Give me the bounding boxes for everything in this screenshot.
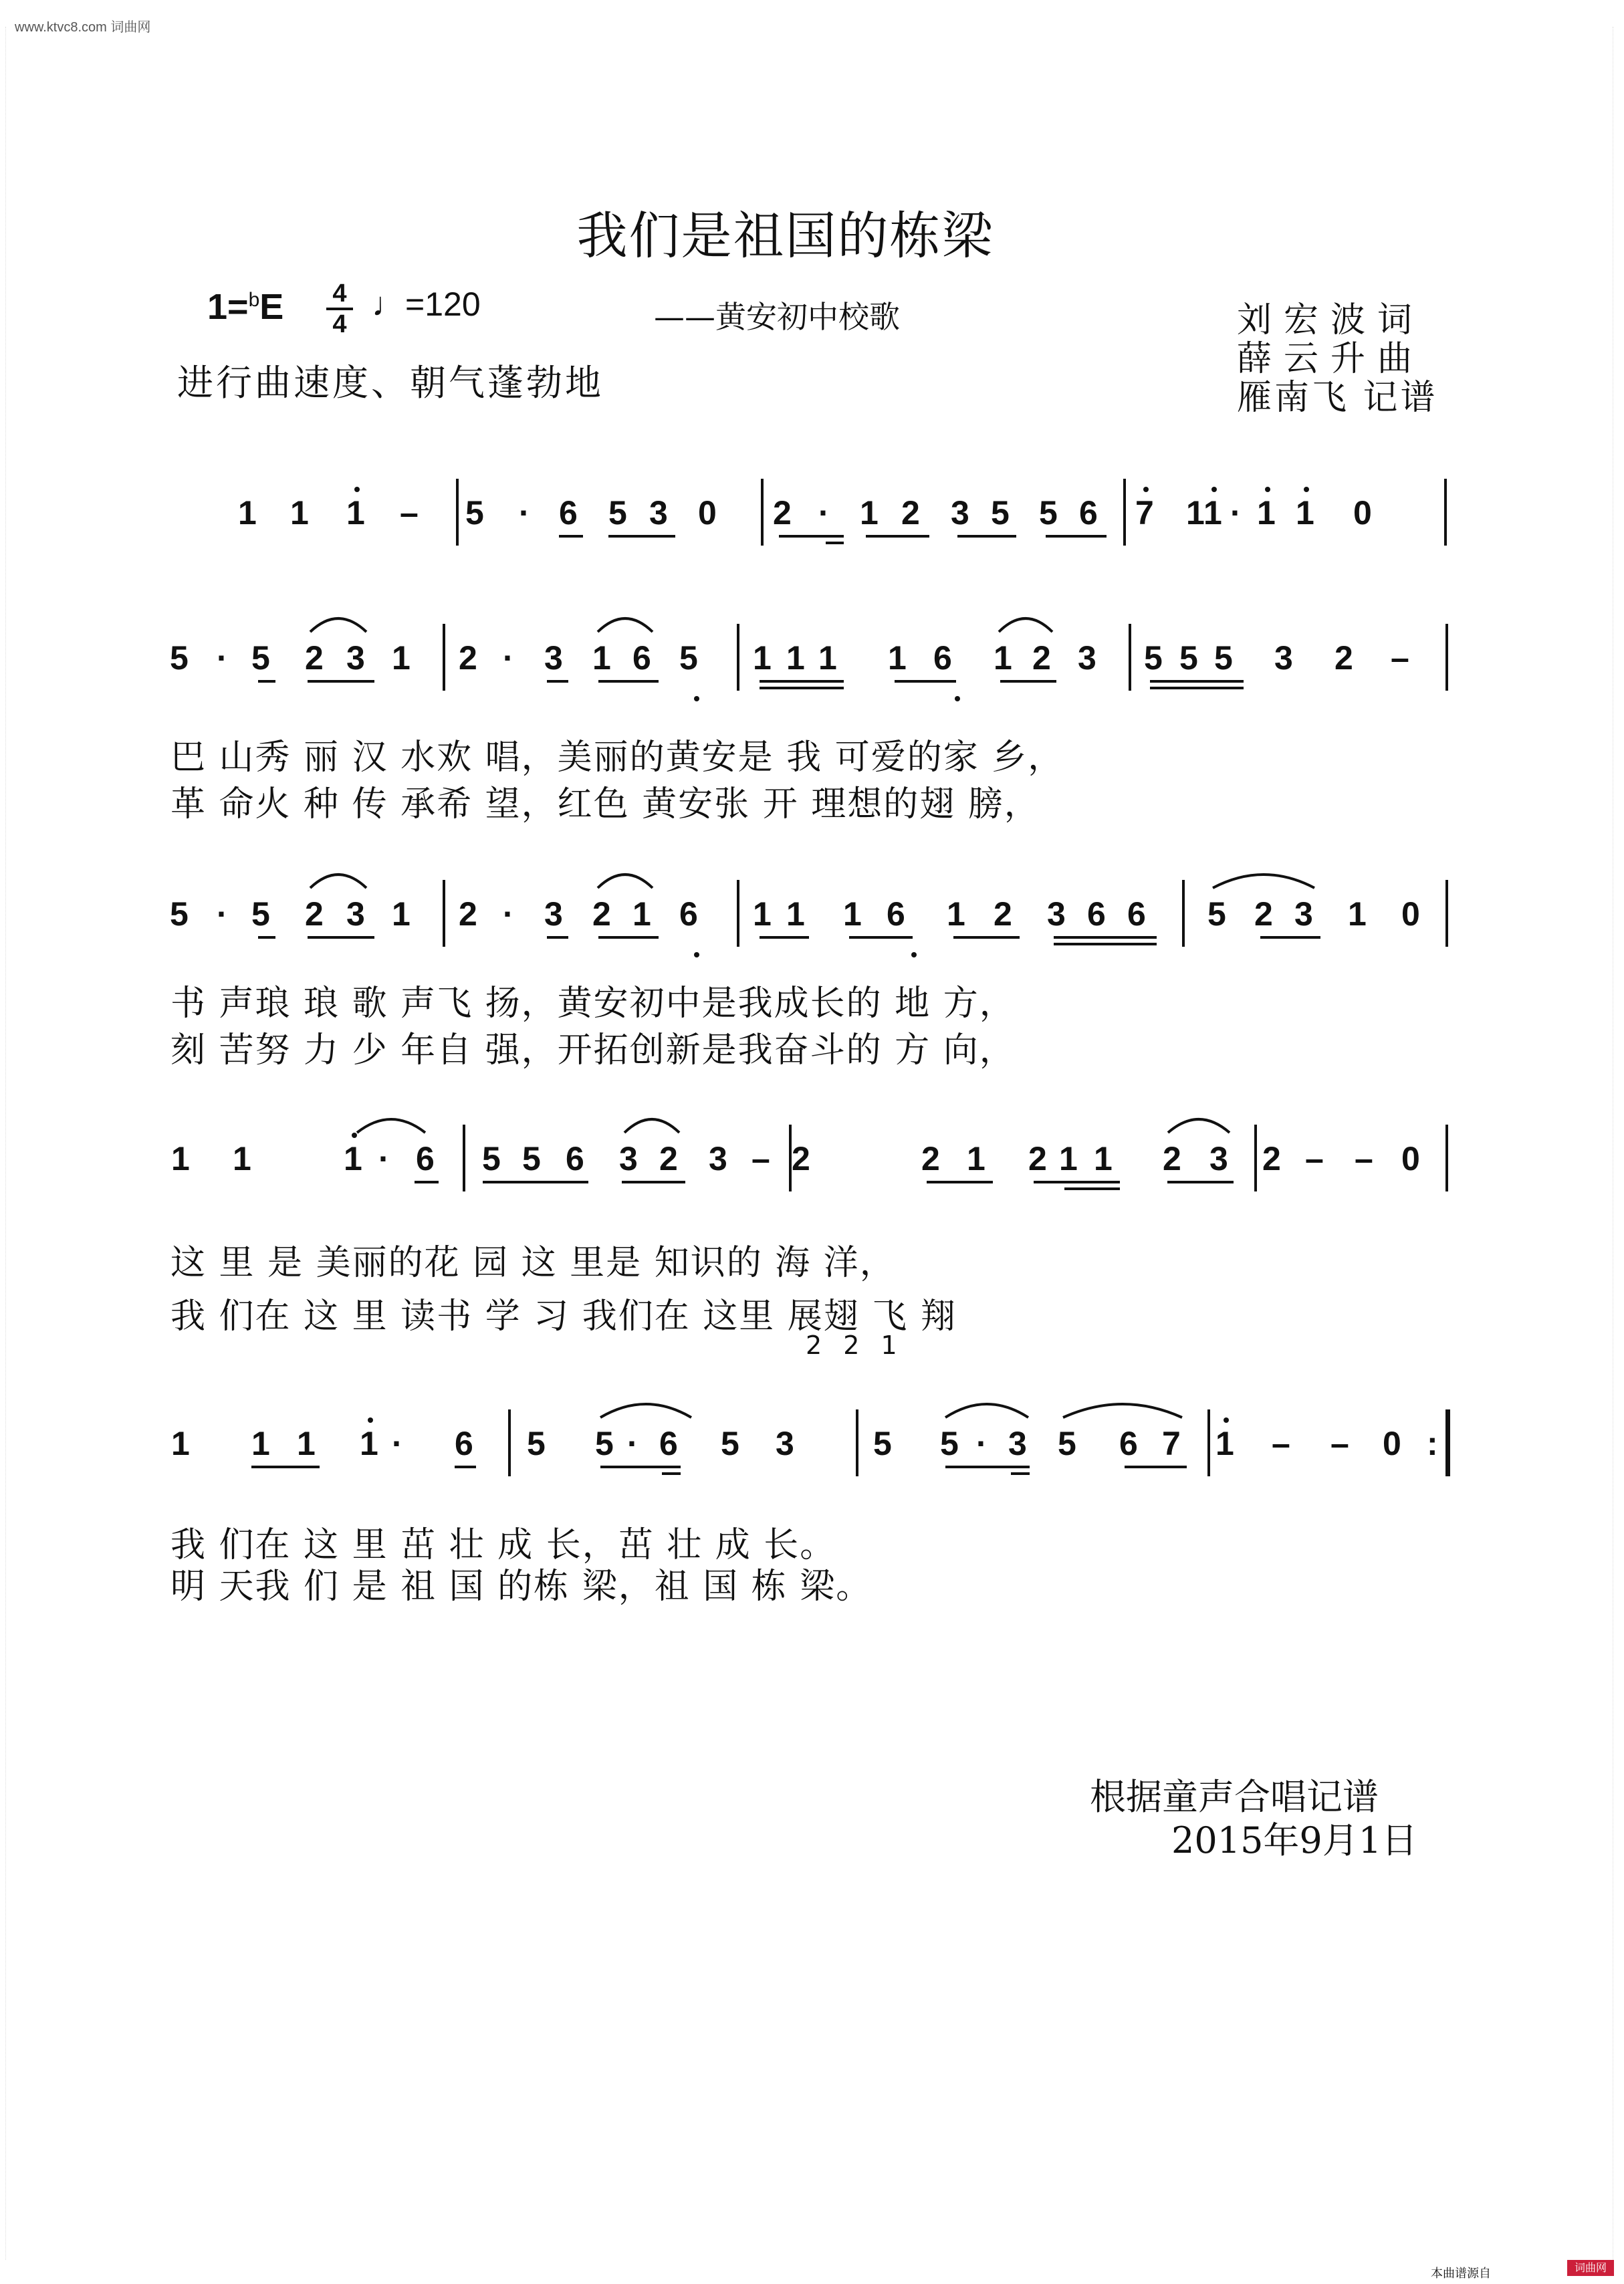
note-token: 3 — [1008, 1425, 1027, 1462]
source-badge-logo: 词曲网 — [1567, 2260, 1614, 2276]
site-watermark: www.ktvc8.com 词曲网 — [15, 20, 151, 35]
bar-line — [737, 880, 739, 947]
note-token: · — [392, 1425, 403, 1462]
note-token: 5 — [170, 639, 189, 677]
lyric-row-2-verse-2: 革 命火 种 传 承希 望，红色 黄安张 开 理想的翅 膀， — [170, 784, 1040, 824]
note-token: · — [976, 1425, 988, 1462]
note-token: 1 — [786, 639, 805, 677]
note-token: 3 — [776, 1425, 794, 1462]
lyric-row-4-verse-1: 这 里 是 美丽的花 园 这 里是 知识的 海 洋， — [170, 1243, 896, 1283]
note-token: 0 — [1401, 1140, 1420, 1177]
ossia-notes: 2 2 1 — [806, 1331, 904, 1360]
note-token: 6 — [659, 1425, 678, 1462]
note-token: 1 — [994, 639, 1012, 677]
note-token: 5 — [482, 1140, 501, 1177]
note-token: 5 — [1058, 1425, 1076, 1462]
note-token: 1 — [290, 494, 309, 532]
beam-underline — [251, 1466, 320, 1468]
beam-underline — [849, 936, 913, 939]
bar-line — [1254, 1125, 1257, 1191]
note-token: 5 — [608, 494, 627, 532]
slur-arc — [598, 1393, 694, 1420]
note-token: 5 — [1214, 639, 1233, 677]
note-token: 1 — [233, 1140, 251, 1177]
beam-underline — [760, 680, 844, 683]
slur-arc — [1060, 1393, 1185, 1420]
note-token: 1 — [1348, 895, 1367, 933]
octave-dot-below — [911, 952, 917, 957]
octave-dot-below — [694, 952, 699, 957]
note-token: 5 — [991, 494, 1010, 532]
slur-arc — [354, 1109, 428, 1135]
slur-arc — [1165, 1109, 1232, 1135]
note-token: · — [627, 1425, 639, 1462]
note-token: 5 — [721, 1425, 739, 1462]
beam-underline — [598, 680, 659, 683]
beam-underline — [1125, 1466, 1187, 1468]
note-token: · — [1230, 494, 1242, 532]
octave-dot-above — [1304, 487, 1309, 492]
credit-composer: 薛云升曲 — [1237, 339, 1425, 379]
note-token: 1 — [1203, 494, 1222, 532]
bar-line — [1445, 1409, 1450, 1476]
double-beam-underline — [1054, 943, 1157, 945]
note-token: 2 — [1028, 1140, 1047, 1177]
bar-line — [456, 479, 459, 546]
note-token: 2 — [792, 1140, 810, 1177]
note-token: 1 — [346, 494, 365, 532]
note-token: 5 — [170, 895, 189, 933]
slur-arc — [308, 608, 369, 635]
beam-underline — [622, 1181, 685, 1183]
note-token: – — [1330, 1425, 1349, 1462]
note-token: 3 — [1274, 639, 1293, 677]
beam-underline — [1034, 1181, 1120, 1183]
note-token: 6 — [933, 639, 952, 677]
note-token: – — [400, 494, 419, 532]
note-token: 6 — [1087, 895, 1106, 933]
note-token: 6 — [632, 639, 651, 677]
note-token: 6 — [455, 1425, 473, 1462]
tempo-marking: ♩=120 — [372, 286, 481, 323]
note-token: 1 — [592, 639, 611, 677]
beam-underline — [779, 535, 844, 538]
beam-underline — [483, 1181, 588, 1183]
credit-transcriber: 雁南飞 记谱 — [1237, 378, 1438, 418]
note-token: · — [217, 639, 228, 677]
beam-underline — [957, 535, 1016, 538]
note-token: · — [503, 895, 514, 933]
note-token: 1 — [967, 1140, 985, 1177]
beam-underline — [547, 680, 568, 683]
note-token: 3 — [544, 895, 563, 933]
note-token: 3 — [619, 1140, 638, 1177]
note-token: 5 — [1144, 639, 1163, 677]
double-beam-underline — [760, 687, 844, 689]
lyric-row-2-verse-1: 巴 山秀 丽 汉 水欢 唱，美丽的黄安是 我 可爱的家 乡， — [170, 737, 1064, 778]
slur-arc — [943, 1393, 1031, 1420]
double-beam-underline — [662, 1472, 681, 1475]
octave-dot-above — [1211, 487, 1217, 492]
note-token: 1 — [251, 1425, 270, 1462]
note-token: 1 — [753, 639, 772, 677]
double-beam-underline — [1011, 1472, 1030, 1475]
note-token: 2 — [459, 639, 477, 677]
note-token: · — [519, 494, 530, 532]
note-token: 1 — [1059, 1140, 1078, 1177]
beam-underline — [258, 680, 275, 683]
note-token: 1 — [392, 639, 411, 677]
note-token: 0 — [698, 494, 717, 532]
repeat-sign: : — [1427, 1425, 1438, 1462]
note-token: 5 — [679, 639, 698, 677]
octave-dot-above — [1143, 487, 1149, 492]
octave-dot-above — [354, 487, 360, 492]
bar-line — [1123, 479, 1126, 546]
notation-row-2 — [0, 639, 1624, 705]
bar-line — [789, 1125, 792, 1191]
note-token: 1 — [786, 895, 805, 933]
note-token: 2 — [994, 895, 1012, 933]
note-token: 2 — [305, 895, 324, 933]
bar-line — [508, 1409, 511, 1476]
note-token: 6 — [416, 1140, 435, 1177]
note-token: 2 — [1335, 639, 1353, 677]
note-token: 6 — [679, 895, 698, 933]
note-token: – — [1355, 1140, 1373, 1177]
bar-line — [1445, 880, 1448, 947]
note-token: · — [378, 1140, 390, 1177]
lyric-row-3-verse-1: 书 声琅 琅 歌 声飞 扬，黄安初中是我成长的 地 方， — [170, 984, 1016, 1024]
time-signature — [326, 281, 353, 337]
note-token: – — [751, 1140, 770, 1177]
slur-arc — [1210, 864, 1317, 891]
note-token: 2 — [1032, 639, 1051, 677]
beam-underline — [1150, 680, 1244, 683]
note-token: 2 — [592, 895, 611, 933]
slur-arc — [622, 1109, 682, 1135]
slur-arc — [595, 864, 655, 891]
notation-row-3 — [0, 895, 1624, 961]
note-token: 6 — [1127, 895, 1146, 933]
note-token: 3 — [1294, 895, 1313, 933]
note-token: 2 — [1262, 1140, 1281, 1177]
note-token: 6 — [559, 494, 578, 532]
note-token: 5 — [465, 494, 484, 532]
octave-dot-below — [694, 696, 699, 701]
beam-underline — [1260, 936, 1320, 939]
key-signature: 1=$^b$E — [207, 287, 284, 327]
note-token: · — [503, 639, 514, 677]
note-token: 5 — [873, 1425, 892, 1462]
note-token: 3 — [709, 1140, 727, 1177]
double-beam-underline — [1064, 1187, 1120, 1190]
note-token: 5 — [1039, 494, 1058, 532]
double-beam-underline — [826, 542, 844, 544]
bar-line — [443, 880, 445, 947]
note-token: 1 — [344, 1140, 362, 1177]
slur-arc — [996, 608, 1055, 635]
note-token: 5 — [1207, 895, 1226, 933]
slur-arc — [308, 864, 369, 891]
note-token: 1 — [171, 1425, 190, 1462]
beam-underline — [1000, 680, 1056, 683]
beam-underline — [308, 936, 374, 939]
beam-underline — [760, 936, 809, 939]
note-token: 0 — [1353, 494, 1372, 532]
footer-note: 根据童声合唱记谱 — [1090, 1776, 1379, 1818]
note-token: 1 — [860, 494, 879, 532]
lyric-row-5-verse-1: 我 们在 这 里 茁 壮 成 长，茁 壮 成 长。 — [170, 1525, 836, 1565]
octave-dot-above — [1224, 1417, 1229, 1423]
note-token: – — [1391, 639, 1409, 677]
beam-underline — [895, 680, 956, 683]
note-token: 3 — [1078, 639, 1096, 677]
beam-underline — [258, 936, 275, 939]
footer-date: 2015年9月1日 — [1171, 1819, 1418, 1861]
note-token: 5 — [595, 1425, 614, 1462]
note-token: 1 — [843, 895, 862, 933]
beam-underline — [308, 680, 374, 683]
bar-line — [1129, 624, 1131, 691]
beam-underline — [598, 936, 659, 939]
lyric-row-3-verse-2: 刻 苦努 力 少 年自 强，开拓创新是我奋斗的 方 向， — [170, 1030, 1016, 1070]
note-token: – — [1272, 1425, 1290, 1462]
time-signature-top: 4 — [332, 279, 347, 308]
note-token: 5 — [522, 1140, 541, 1177]
note-token: 2 — [921, 1140, 940, 1177]
note-token: 2 — [459, 895, 477, 933]
octave-dot-above — [1265, 487, 1270, 492]
bar-line — [1444, 479, 1447, 546]
note-token: 1 — [1215, 1425, 1234, 1462]
note-token: 3 — [346, 895, 365, 933]
note-token: 0 — [1401, 895, 1420, 933]
note-token: 5 — [940, 1425, 959, 1462]
note-token: 5 — [527, 1425, 546, 1462]
double-beam-underline — [1150, 687, 1244, 689]
note-token: 1 — [360, 1425, 378, 1462]
note-token: 1 — [238, 494, 257, 532]
bar-line — [443, 624, 445, 691]
subtitle: ——黄安初中校歌 — [654, 299, 900, 335]
source-badge-text: 本曲谱源自 — [1431, 2267, 1491, 2281]
note-token: 1 — [818, 639, 837, 677]
note-token: 6 — [566, 1140, 584, 1177]
beam-underline — [1167, 1181, 1234, 1183]
note-token: 1 — [1186, 494, 1205, 532]
beam-underline — [927, 1181, 993, 1183]
beam-underline — [1054, 936, 1157, 939]
note-token: 7 — [1162, 1425, 1181, 1462]
beam-underline — [953, 936, 1020, 939]
time-signature-bottom: 4 — [332, 310, 347, 338]
note-token: 5 — [1179, 639, 1198, 677]
note-token: 6 — [1119, 1425, 1138, 1462]
beam-underline — [415, 1181, 439, 1183]
note-token: 3 — [1047, 895, 1066, 933]
note-token: 5 — [251, 639, 270, 677]
slur-arc — [595, 608, 655, 635]
octave-dot-below — [955, 696, 960, 701]
note-token: · — [217, 895, 228, 933]
note-token: 2 — [1254, 895, 1273, 933]
beam-underline — [866, 535, 929, 538]
note-token: 1 — [1094, 1140, 1113, 1177]
note-token: 1 — [632, 895, 651, 933]
notation-row-5 — [0, 1424, 1624, 1491]
note-token: 3 — [951, 494, 969, 532]
note-token: 1 — [1296, 494, 1314, 532]
note-token: 3 — [544, 639, 563, 677]
note-token: 2 — [901, 494, 920, 532]
credit-lyricist: 刘宏波词 — [1237, 300, 1425, 340]
note-token: 1 — [392, 895, 411, 933]
note-token: 2 — [305, 639, 324, 677]
bar-line — [856, 1409, 858, 1476]
expression-marking: 进行曲速度、朝气蓬勃地 — [177, 362, 604, 404]
beam-underline — [608, 535, 675, 538]
note-token: 3 — [649, 494, 668, 532]
note-token: 1 — [171, 1140, 190, 1177]
beam-underline — [945, 1466, 1030, 1468]
notation-row-4 — [0, 1139, 1624, 1206]
bar-line — [463, 1125, 465, 1191]
note-token: 3 — [1209, 1140, 1228, 1177]
note-token: 2 — [773, 494, 792, 532]
octave-dot-above — [368, 1417, 373, 1423]
note-token: 1 — [753, 895, 772, 933]
notation-row-1 — [0, 493, 1624, 560]
note-token: 6 — [1079, 494, 1098, 532]
note-token: 1 — [1257, 494, 1276, 532]
note-token: 7 — [1135, 494, 1154, 532]
bar-line — [761, 479, 764, 546]
note-token: 0 — [1383, 1425, 1401, 1462]
note-token: · — [818, 494, 830, 532]
note-token: 6 — [887, 895, 905, 933]
note-token: 1 — [297, 1425, 316, 1462]
bar-line — [1207, 1409, 1210, 1476]
beam-underline — [455, 1466, 476, 1468]
beam-underline — [559, 535, 583, 538]
note-token: 3 — [346, 639, 365, 677]
beam-underline — [600, 1466, 681, 1468]
bar-line — [1445, 1125, 1448, 1191]
note-token: 2 — [1163, 1140, 1181, 1177]
note-token: – — [1305, 1140, 1324, 1177]
lyric-row-4-verse-2: 我 们在 这 里 读书 学 习 我们在 这里 展翅 飞 翔 — [170, 1296, 957, 1337]
bar-line — [1445, 624, 1448, 691]
lyric-row-5-verse-2: 明 天我 们 是 祖 国 的栋 梁，祖 国 栋 梁。 — [170, 1567, 873, 1607]
note-token: 2 — [659, 1140, 678, 1177]
beam-underline — [547, 936, 568, 939]
note-token: 5 — [251, 895, 270, 933]
beam-underline — [1046, 535, 1107, 538]
bar-line — [1182, 880, 1185, 947]
bar-line — [737, 624, 739, 691]
note-token: 1 — [947, 895, 965, 933]
note-token: 1 — [888, 639, 907, 677]
song-title: 我们是祖国的栋梁 — [576, 206, 994, 265]
